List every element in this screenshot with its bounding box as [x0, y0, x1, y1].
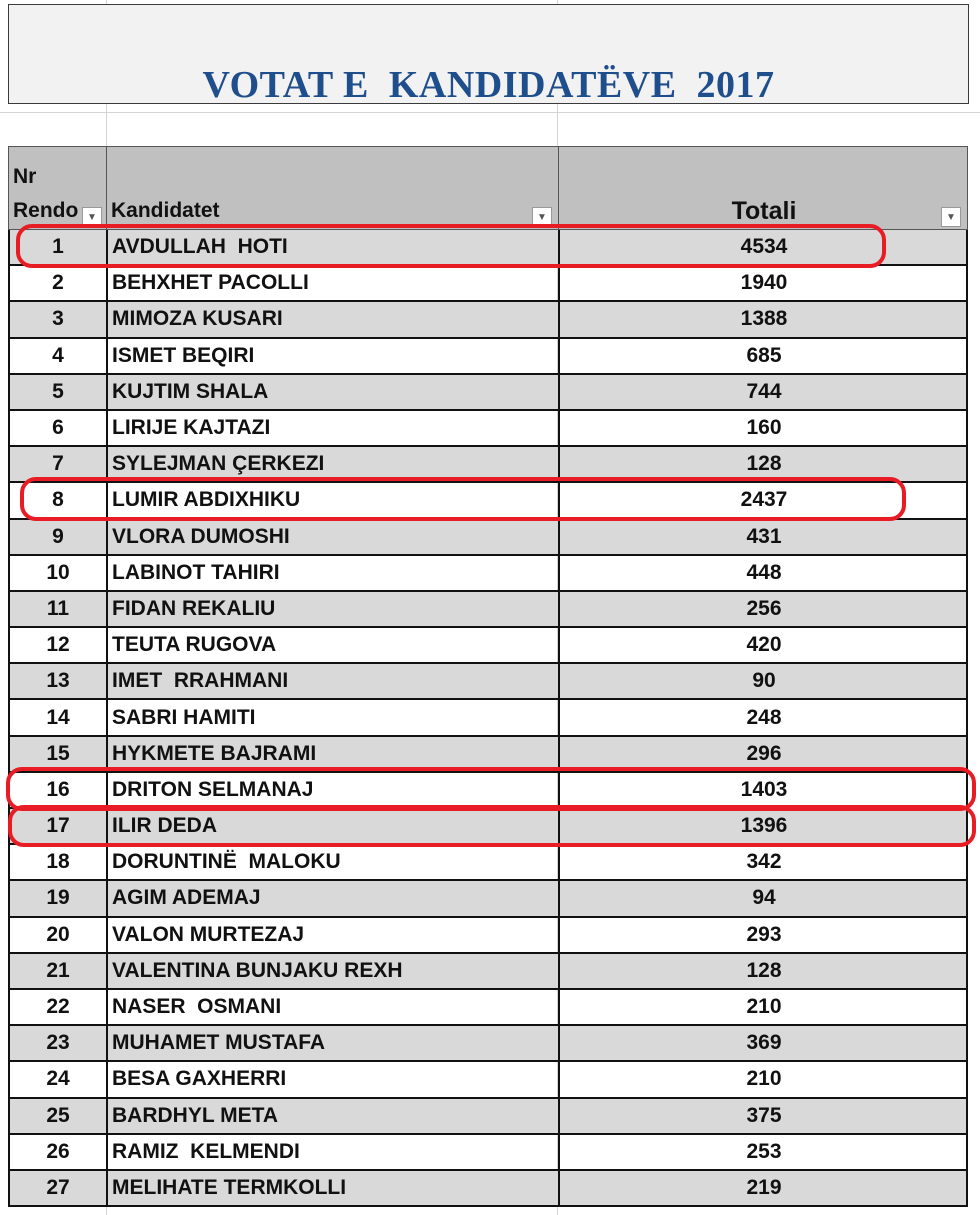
table-row: [8, 664, 968, 700]
cell-total[interactable]: 128: [746, 452, 782, 476]
cell-total[interactable]: 293: [746, 922, 782, 946]
cell-nr[interactable]: 1: [10, 230, 108, 264]
cell-total[interactable]: 1403: [740, 777, 788, 801]
cell-nr[interactable]: 20: [10, 918, 108, 952]
cell-candidate-name[interactable]: KUJTIM SHALA: [108, 375, 560, 409]
table-row: [8, 628, 968, 664]
cell-total[interactable]: 210: [746, 1067, 782, 1091]
table-row: [8, 1062, 968, 1098]
cell-candidate-name[interactable]: VALENTINA BUNJAKU REXH: [108, 954, 560, 988]
cell-total[interactable]: 160: [746, 416, 782, 440]
filter-dropdown-icon[interactable]: ▼: [532, 207, 552, 227]
page-title: VOTAT E KANDIDATËVE 2017: [202, 64, 775, 106]
cell-candidate-name[interactable]: BESA GAXHERRI: [108, 1062, 560, 1096]
cell-total[interactable]: 253: [746, 1139, 782, 1163]
cell-total[interactable]: 448: [746, 560, 782, 584]
cell-candidate-name[interactable]: LABINOT TAHIRI: [108, 556, 560, 590]
cell-total[interactable]: 375: [746, 1103, 782, 1127]
cell-total[interactable]: 744: [746, 379, 782, 403]
table-row: [8, 954, 968, 990]
table-row: [8, 845, 968, 881]
cell-candidate-name[interactable]: ILIR DEDA: [108, 809, 560, 843]
cell-total[interactable]: 1396: [740, 814, 788, 838]
cell-candidate-name[interactable]: TEUTA RUGOVA: [108, 628, 560, 662]
table-row: [8, 556, 968, 592]
cell-candidate-name[interactable]: BARDHYL META: [108, 1099, 560, 1133]
cell-nr[interactable]: 27: [10, 1171, 108, 1205]
cell-candidate-name[interactable]: LUMIR ABDIXHIKU: [108, 483, 560, 517]
cell-candidate-name[interactable]: AGIM ADEMAJ: [108, 881, 560, 915]
cell-total[interactable]: 219: [746, 1175, 782, 1199]
table-row: [8, 339, 968, 375]
cell-candidate-name[interactable]: MIMOZA KUSARI: [108, 302, 560, 336]
cell-total[interactable]: 248: [746, 705, 782, 729]
cell-total[interactable]: 1388: [740, 307, 788, 331]
cell-nr[interactable]: 24: [10, 1062, 108, 1096]
header-nr-line1: Nr: [13, 165, 37, 188]
filter-dropdown-icon[interactable]: ▼: [941, 207, 961, 227]
cell-total[interactable]: 296: [746, 741, 782, 765]
cell-candidate-name[interactable]: MELIHATE TERMKOLLI: [108, 1171, 560, 1205]
table-row: [8, 809, 968, 845]
table-row: [8, 1099, 968, 1135]
candidates-table: [8, 146, 968, 1207]
cell-candidate-name[interactable]: FIDAN REKALIU: [108, 592, 560, 626]
cell-candidate-name[interactable]: LIRIJE KAJTAZI: [108, 411, 560, 445]
table-row: [8, 1135, 968, 1171]
cell-total[interactable]: 431: [746, 524, 782, 548]
table-row: [8, 737, 968, 773]
table-body: [8, 230, 968, 1207]
cell-candidate-name[interactable]: DORUNTINË MALOKU: [108, 845, 560, 879]
table-row: [8, 411, 968, 447]
table-row: [8, 881, 968, 917]
table-row: [8, 1171, 968, 1207]
table-row: [8, 773, 968, 809]
header-cell-kandidatet[interactable]: [107, 147, 559, 229]
cell-total[interactable]: 210: [746, 995, 782, 1019]
cell-candidate-name[interactable]: AVDULLAH HOTI: [108, 230, 560, 264]
cell-total[interactable]: 369: [746, 1031, 782, 1055]
cell-nr[interactable]: 14: [10, 700, 108, 734]
cell-nr[interactable]: 2: [10, 266, 108, 300]
cell-candidate-name[interactable]: VALON MURTEZAJ: [108, 918, 560, 952]
cell-nr[interactable]: 18: [10, 845, 108, 879]
cell-nr[interactable]: 25: [10, 1099, 108, 1133]
sheet-gridline: [0, 112, 980, 113]
header-totali-label: Totali: [731, 197, 797, 225]
table-row: [8, 520, 968, 556]
cell-candidate-name[interactable]: VLORA DUMOSHI: [108, 520, 560, 554]
cell-total[interactable]: 94: [752, 886, 776, 910]
cell-nr[interactable]: 9: [10, 520, 108, 554]
cell-nr[interactable]: 11: [10, 592, 108, 626]
cell-total[interactable]: 4534: [740, 235, 788, 259]
cell-total[interactable]: 256: [746, 596, 782, 620]
table-row: [8, 266, 968, 302]
cell-candidate-name[interactable]: NASER OSMANI: [108, 990, 560, 1024]
table-row: [8, 592, 968, 628]
cell-nr[interactable]: 22: [10, 990, 108, 1024]
header-cell-totali[interactable]: [559, 147, 969, 229]
cell-total[interactable]: 685: [746, 343, 782, 367]
cell-candidate-name[interactable]: SABRI HAMITI: [108, 700, 560, 734]
cell-total[interactable]: 90: [752, 669, 776, 693]
cell-nr[interactable]: 4: [10, 339, 108, 373]
cell-candidate-name[interactable]: IMET RRAHMANI: [108, 664, 560, 698]
cell-nr[interactable]: 12: [10, 628, 108, 662]
cell-nr[interactable]: 5: [10, 375, 108, 409]
filter-dropdown-icon[interactable]: ▼: [82, 207, 102, 227]
cell-candidate-name[interactable]: SYLEJMAN ÇERKEZI: [108, 447, 560, 481]
cell-nr[interactable]: 21: [10, 954, 108, 988]
cell-nr[interactable]: 6: [10, 411, 108, 445]
cell-nr[interactable]: 26: [10, 1135, 108, 1169]
cell-total[interactable]: 1940: [740, 271, 788, 295]
cell-total[interactable]: 342: [746, 850, 782, 874]
header-nr-line2: Rendo: [13, 199, 79, 222]
header-cell-nr[interactable]: [9, 147, 107, 229]
cell-candidate-name[interactable]: BEHXHET PACOLLI: [108, 266, 560, 300]
cell-nr[interactable]: 17: [10, 809, 108, 843]
table-row: [8, 990, 968, 1026]
cell-nr[interactable]: 8: [10, 483, 108, 517]
cell-nr[interactable]: 15: [10, 737, 108, 771]
table-row: [8, 1026, 968, 1062]
table-row: [8, 700, 968, 736]
cell-total[interactable]: 2437: [740, 488, 788, 512]
cell-total[interactable]: 128: [746, 958, 782, 982]
cell-candidate-name[interactable]: DRITON SELMANAJ: [108, 773, 560, 807]
table-row: [8, 375, 968, 411]
table-row: [8, 447, 968, 483]
cell-candidate-name[interactable]: ISMET BEQIRI: [108, 339, 560, 373]
cell-nr[interactable]: 3: [10, 302, 108, 336]
table-row: [8, 302, 968, 338]
table-row: [8, 483, 968, 519]
cell-candidate-name[interactable]: HYKMETE BAJRAMI: [108, 737, 560, 771]
table-header-row: [8, 146, 968, 230]
cell-nr[interactable]: 10: [10, 556, 108, 590]
cell-candidate-name[interactable]: MUHAMET MUSTAFA: [108, 1026, 560, 1060]
title-cell[interactable]: [8, 4, 969, 104]
cell-nr[interactable]: 16: [10, 773, 108, 807]
table-row: [8, 918, 968, 954]
header-kandidatet-label: Kandidatet: [111, 199, 220, 222]
cell-nr[interactable]: 13: [10, 664, 108, 698]
cell-total[interactable]: 420: [746, 633, 782, 657]
table-row: [8, 230, 968, 266]
cell-nr[interactable]: 7: [10, 447, 108, 481]
cell-nr[interactable]: 23: [10, 1026, 108, 1060]
cell-nr[interactable]: 19: [10, 881, 108, 915]
cell-candidate-name[interactable]: RAMIZ KELMENDI: [108, 1135, 560, 1169]
